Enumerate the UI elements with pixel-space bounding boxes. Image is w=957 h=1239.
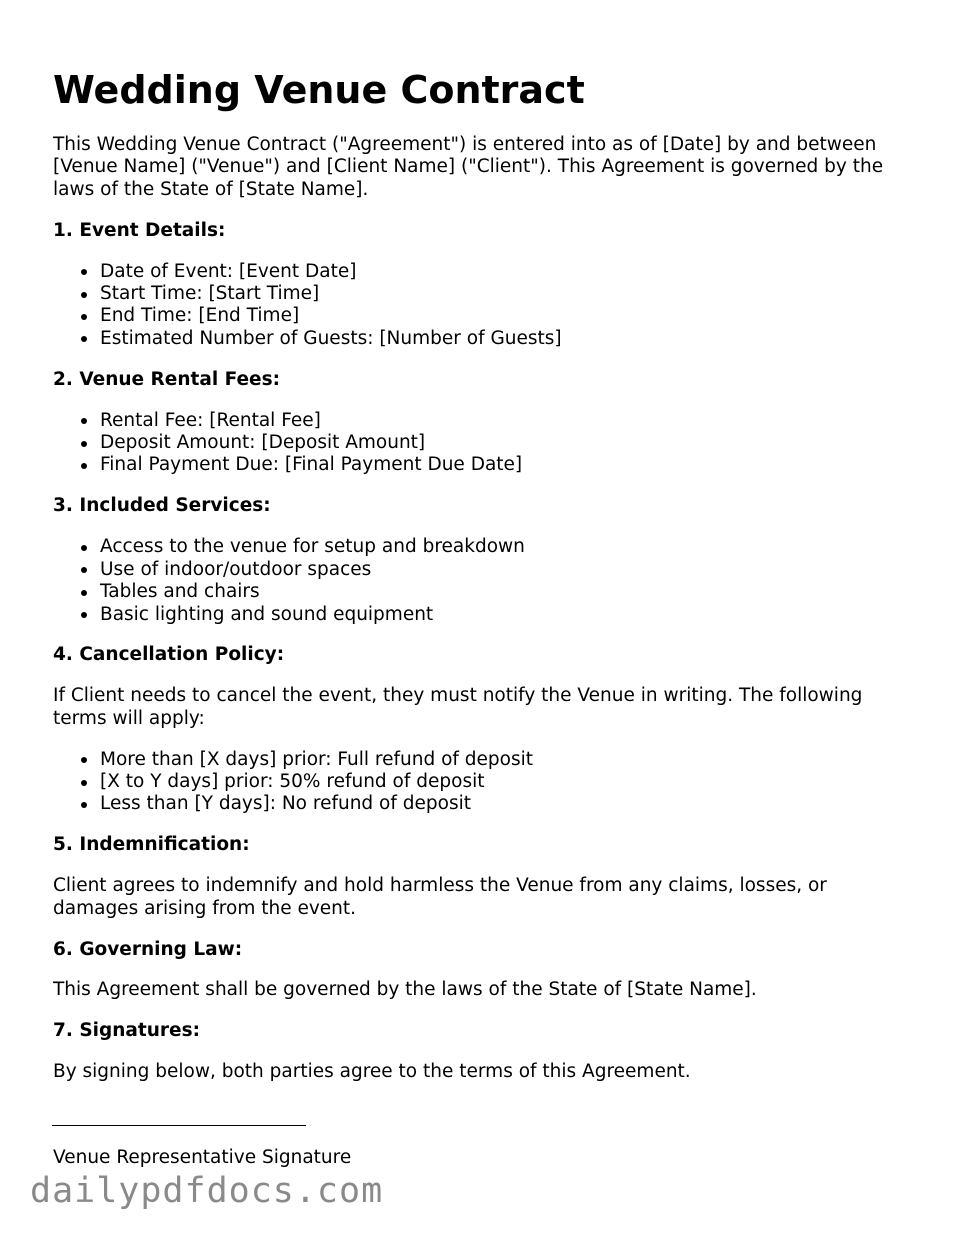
cancellation-list bbox=[53, 749, 903, 816]
list-item: More than [X days] prior: Full refund of deposit bbox=[100, 749, 903, 771]
section-heading-cancellation: 4. Cancellation Policy: bbox=[53, 644, 285, 666]
list-item: Date of Event: [Event Date] bbox=[100, 261, 903, 283]
governing-law-paragraph: This Agreement shall be governed by the laws of the State of [State Name]. bbox=[53, 979, 757, 1001]
indemnification-paragraph: Client agrees to indemnify and hold harmless the Venue from any claims, losses, or damages arising from the event. bbox=[53, 875, 827, 919]
event-details-list bbox=[53, 261, 903, 351]
list-item: Estimated Number of Guests: [Number of Guests] bbox=[100, 328, 903, 350]
list-item: Less than [Y days]: No refund of deposit bbox=[100, 793, 903, 815]
list-item: Deposit Amount: [Deposit Amount] bbox=[100, 432, 903, 454]
section-heading-rental-fees: 2. Venue Rental Fees: bbox=[53, 368, 280, 390]
document-title: Wedding Venue Contract bbox=[53, 68, 585, 112]
list-item: Start Time: [Start Time] bbox=[100, 283, 903, 305]
list-item: Basic lighting and sound equipment bbox=[100, 604, 903, 626]
section-heading-indemnification: 5. Indemnification: bbox=[53, 834, 250, 856]
included-services-list bbox=[53, 536, 903, 626]
contract-document bbox=[53, 66, 903, 1169]
section-heading-signatures: 7. Signatures: bbox=[53, 1020, 200, 1042]
watermark-text: dailypdfdocs.com bbox=[30, 1171, 384, 1211]
list-item: Access to the venue for setup and breakdown bbox=[100, 536, 903, 558]
list-item: Rental Fee: [Rental Fee] bbox=[100, 410, 903, 432]
list-item: Final Payment Due: [Final Payment Due Date] bbox=[100, 454, 903, 476]
list-item: End Time: [End Time] bbox=[100, 305, 903, 327]
venue-signature-line[interactable] bbox=[52, 1125, 306, 1126]
list-item: [X to Y days] prior: 50% refund of deposit bbox=[100, 771, 903, 793]
cancellation-paragraph: If Client needs to cancel the event, they must notify the Venue in writing. The following terms will apply: bbox=[53, 685, 863, 729]
intro-paragraph: This Wedding Venue Contract ("Agreement") is entered into as of [Date] by and between [Venue Name] ("Venue") and [Client Name] ("Client"). This Agreement is governed by the laws of the State of [State Name]. bbox=[53, 134, 884, 200]
signatures-paragraph: By signing below, both parties agree to the terms of this Agreement. bbox=[53, 1061, 691, 1083]
section-heading-governing-law: 6. Governing Law: bbox=[53, 938, 243, 960]
section-heading-included-services: 3. Included Services: bbox=[53, 495, 271, 517]
section-heading-event-details: 1. Event Details: bbox=[53, 219, 226, 241]
venue-signature-label: Venue Representative Signature bbox=[53, 1146, 352, 1168]
list-item: Tables and chairs bbox=[100, 581, 903, 603]
list-item: Use of indoor/outdoor spaces bbox=[100, 559, 903, 581]
rental-fees-list bbox=[53, 410, 903, 477]
